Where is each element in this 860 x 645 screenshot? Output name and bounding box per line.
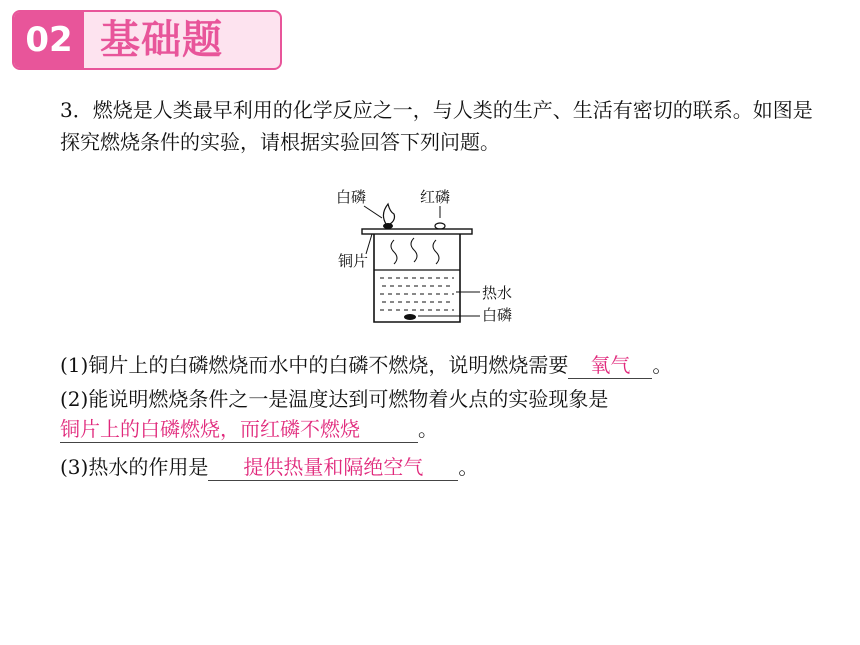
answer-1: 氧气 bbox=[568, 352, 652, 379]
leader-line-white-top bbox=[364, 206, 382, 218]
label-red-phosphorus: 红磷 bbox=[420, 188, 451, 206]
question-1-text: (1)铜片上的白磷燃烧而水中的白磷不燃烧，说明燃烧需要 bbox=[60, 353, 569, 377]
section-header bbox=[12, 10, 282, 70]
label-white-phosphorus-bottom: 白磷 bbox=[482, 306, 513, 324]
leader-line-copper bbox=[366, 234, 372, 254]
flame-icon bbox=[383, 204, 394, 224]
question-2 bbox=[60, 384, 608, 414]
section-number: 02 bbox=[25, 20, 73, 60]
question-3 bbox=[60, 452, 478, 482]
vapor-1 bbox=[391, 240, 397, 264]
red-phosphorus bbox=[435, 223, 445, 229]
section-number-box bbox=[14, 12, 84, 68]
question-2-answer-line bbox=[60, 414, 438, 444]
label-copper-sheet: 铜片 bbox=[338, 252, 369, 270]
question-1-end: 。 bbox=[652, 353, 673, 377]
vapor-2 bbox=[411, 238, 417, 262]
answer-2: 铜片上的白磷燃烧，而红磷不燃烧 bbox=[60, 416, 418, 443]
experiment-figure bbox=[336, 180, 536, 330]
label-white-phosphorus-top: 白磷 bbox=[336, 188, 367, 206]
answer-3: 提供热量和隔绝空气 bbox=[208, 454, 458, 481]
section-title: 基础题 bbox=[100, 16, 223, 63]
question-2-end: 。 bbox=[418, 417, 438, 441]
white-phosphorus-top bbox=[383, 223, 393, 229]
question-3-end: 。 bbox=[458, 455, 479, 479]
white-phosphorus-in-water bbox=[404, 314, 416, 320]
question-1 bbox=[60, 350, 672, 380]
vapor-3 bbox=[433, 240, 439, 264]
water-dashes bbox=[380, 278, 454, 310]
label-hot-water: 热水 bbox=[482, 284, 513, 302]
copper-sheet bbox=[362, 229, 472, 234]
question-3-text: (3)热水的作用是 bbox=[60, 455, 209, 479]
experiment-diagram bbox=[336, 180, 536, 330]
question-intro: 3．燃烧是人类最早利用的化学反应之一，与人类的生产、生活有密切的联系。如图是探究燃烧条件的实验，请根据实验回答下列问题。 bbox=[60, 98, 813, 154]
question-2-text: (2)能说明燃烧条件之一是温度达到可燃物着火点的实验现象是 bbox=[60, 387, 609, 411]
